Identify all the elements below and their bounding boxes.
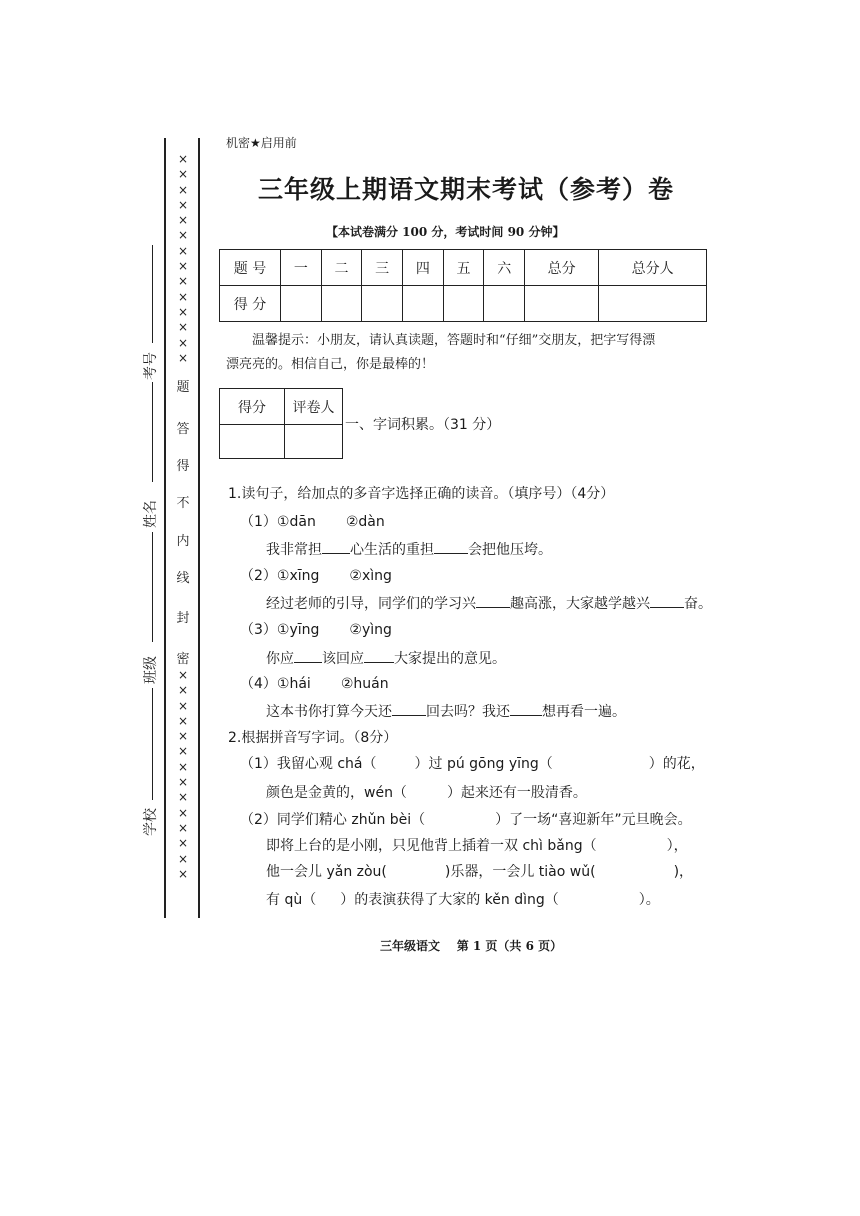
answer-blank[interactable]	[294, 648, 322, 663]
page-subtitle: 【本试卷满分 100 分，考试时间 90 分钟】	[326, 225, 565, 239]
cross-mark: ×	[177, 713, 189, 728]
class-label: 班级	[143, 656, 159, 684]
q1-item-options: （2）①xīng ②xìng	[240, 568, 392, 584]
cross-mark: ×	[177, 274, 189, 289]
sidebar-rule-right	[198, 138, 200, 918]
grader-score-header: 得分	[220, 389, 285, 425]
answer-blank[interactable]	[510, 701, 542, 716]
seal-char: 密	[176, 652, 190, 667]
name-label: 姓名	[143, 500, 159, 528]
score-col-header: 三	[362, 250, 403, 286]
score-col-header: 六	[484, 250, 525, 286]
page-title: 三年级上期语文期末考试（参考）卷	[258, 175, 675, 204]
cross-mark: ×	[177, 775, 189, 790]
seal-char: 题	[176, 380, 190, 395]
answer-blank[interactable]	[364, 648, 394, 663]
cross-mark: ×	[177, 836, 189, 851]
score-row-label: 得 分	[220, 286, 281, 322]
seal-char: 不	[176, 496, 190, 511]
exam-no-blank-2	[152, 382, 153, 482]
score-cell	[362, 286, 403, 322]
seal-cross-marks-top	[176, 152, 190, 366]
score-cell	[484, 286, 525, 322]
cross-mark: ×	[177, 243, 189, 258]
cross-mark: ×	[177, 289, 189, 304]
cross-mark: ×	[177, 259, 189, 274]
q2-p2-line4: 有 qù（ ）的表演获得了大家的 kěn dìng（ ）。	[266, 892, 660, 908]
score-cell	[403, 286, 444, 322]
cross-mark: ×	[177, 698, 189, 713]
q1-prompt: 1.读句子，给加点的多音字选择正确的读音。（填序号）（4分）	[228, 486, 615, 502]
grader-table	[219, 388, 343, 459]
score-col-header: 二	[321, 250, 362, 286]
exam-no-label: 考号	[143, 352, 159, 380]
score-col-header: 四	[403, 250, 444, 286]
secret-mark: 机密★启用前	[226, 136, 297, 150]
school-label: 学校	[143, 808, 159, 836]
cross-mark: ×	[177, 866, 189, 881]
cross-mark: ×	[177, 820, 189, 835]
score-cell	[525, 286, 599, 322]
q2-p2-line3: 他一会儿 yǎn zòu( )乐器，一会儿 tiào wǔ( )，	[266, 864, 694, 880]
grader-score-cell	[220, 425, 285, 459]
cross-mark: ×	[177, 167, 189, 182]
answer-blank[interactable]	[322, 539, 350, 554]
cross-mark: ×	[177, 182, 189, 197]
cross-mark: ×	[177, 683, 189, 698]
score-col-header: 题 号	[220, 250, 281, 286]
q1-item-options: （3）①yīng ②yìng	[240, 622, 392, 638]
seal-char: 答	[176, 422, 190, 437]
cross-mark: ×	[177, 729, 189, 744]
grader-name-header: 评卷人	[285, 389, 343, 425]
q2-p1-line2: 颜色是金黄的，wén（ ）起来还有一股清香。	[266, 785, 587, 801]
score-cell	[443, 286, 484, 322]
cross-mark: ×	[177, 304, 189, 319]
score-col-header: 一	[281, 250, 322, 286]
class-blank	[152, 688, 153, 800]
score-cell	[599, 286, 707, 322]
q1-item-sentence: 我非常担 心生活的重担 会把他压垮。	[266, 539, 552, 559]
q1-item-sentence: 经过老师的引导，同学们的学习兴 趣高涨，大家越学越兴 奋。	[266, 593, 712, 613]
answer-blank[interactable]	[650, 593, 684, 608]
page-footer: 三年级语文 第 1 页（共 6 页）	[380, 939, 563, 953]
cross-mark: ×	[177, 228, 189, 243]
cross-mark: ×	[177, 152, 189, 166]
name-blank	[152, 532, 153, 642]
score-table	[219, 249, 707, 322]
score-cell	[281, 286, 322, 322]
cross-mark: ×	[177, 350, 189, 365]
q2-p2-line1: （2）同学们精心 zhǔn bèi（ ）了一场“喜迎新年”元旦晚会。	[240, 812, 692, 828]
section-heading: 一、字词积累。（31 分）	[345, 417, 501, 433]
score-col-header: 五	[443, 250, 484, 286]
q2-p2-line2: 即将上台的是小刚，只见他背上插着一双 chì bǎng（ ），	[266, 838, 688, 854]
answer-blank[interactable]	[434, 539, 468, 554]
q1-item-sentence: 你应 该回应 大家提出的意见。	[266, 648, 506, 668]
grader-name-cell	[285, 425, 343, 459]
cross-mark: ×	[177, 851, 189, 866]
q2-p1-line1: （1）我留心观 chá（ ）过 pú gōng yīng（ ）的花，	[240, 756, 705, 772]
tip-line-2: 漂亮亮的。相信自己，你是最棒的！	[226, 357, 435, 372]
cross-mark: ×	[177, 320, 189, 335]
cross-mark: ×	[177, 805, 189, 820]
sidebar-rule-left	[164, 138, 166, 918]
cross-mark: ×	[177, 744, 189, 759]
cross-mark: ×	[177, 213, 189, 228]
cross-mark: ×	[177, 335, 189, 350]
tip-line-1: 温馨提示：小朋友，请认真读题，答题时和“仔细”交朋友，把字写得漂	[252, 333, 656, 348]
score-col-header: 总分人	[599, 250, 707, 286]
score-cell	[321, 286, 362, 322]
answer-blank[interactable]	[476, 593, 510, 608]
seal-cross-marks-bottom	[176, 668, 190, 882]
seal-char: 得	[176, 459, 190, 474]
exam-no-blank	[152, 245, 153, 343]
q1-item-options: （4）①hái ②huán	[240, 676, 389, 692]
q1-item-sentence: 这本书你打算今天还 回去吗？我还 想再看一遍。	[266, 701, 626, 721]
q1-item-options: （1）①dān ②dàn	[240, 514, 385, 530]
q2-prompt: 2.根据拼音写字词。（8分）	[228, 730, 398, 746]
cross-mark: ×	[177, 197, 189, 212]
seal-char: 封	[176, 611, 190, 626]
score-col-header: 总分	[525, 250, 599, 286]
answer-blank[interactable]	[392, 701, 426, 716]
cross-mark: ×	[177, 759, 189, 774]
cross-mark: ×	[177, 790, 189, 805]
seal-char: 内	[176, 534, 190, 549]
cross-mark: ×	[177, 668, 189, 682]
seal-char: 线	[176, 571, 190, 586]
